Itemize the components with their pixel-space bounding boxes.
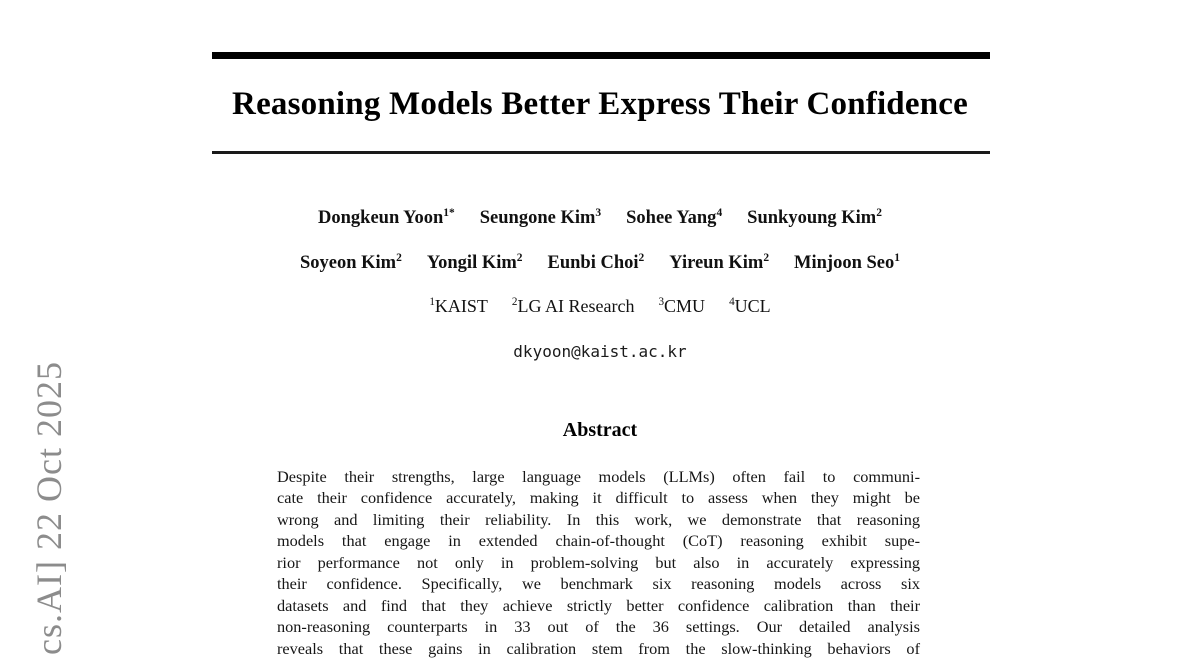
author-name: Seungone Kim xyxy=(479,208,596,228)
author xyxy=(669,253,769,274)
author-affil-sup: 2 xyxy=(516,251,523,264)
abstract-heading: Abstract xyxy=(562,419,638,441)
affiliation-name: CMU xyxy=(664,296,706,316)
abstract-body xyxy=(277,466,920,659)
affiliation xyxy=(658,296,705,317)
affiliations-row xyxy=(100,296,1100,317)
affiliation-sup: 1 xyxy=(429,296,435,308)
affiliation-name: LG AI Research xyxy=(517,296,635,316)
author-affil-sup: 2 xyxy=(396,251,402,264)
author xyxy=(548,253,645,274)
author xyxy=(747,208,882,229)
author-name: Eunbi Choi xyxy=(547,253,639,273)
author-affil-sup: 2 xyxy=(876,206,882,219)
abstract-line: their confidence. Specifically, we benchmark six reasoning models across six xyxy=(277,574,920,594)
author-name: Yongil Kim xyxy=(426,253,517,273)
affiliation-sup: 3 xyxy=(658,296,665,308)
author xyxy=(300,253,402,274)
arxiv-watermark: cs.AI] 22 Oct 2025 xyxy=(29,361,69,655)
author-name: Yireun Kim xyxy=(669,253,764,273)
abstract-line: non-reasoning counterparts in 33 out of the 36 settings. Our detailed analysis xyxy=(277,617,920,637)
author-affil-sup: 4 xyxy=(716,206,723,219)
author-name: Minjoon Seo xyxy=(794,253,895,273)
abstract-line: datasets and find that they achieve strictly better confidence calibration than their xyxy=(277,595,920,615)
affiliation xyxy=(429,296,488,317)
author xyxy=(318,208,455,229)
author xyxy=(427,253,523,274)
author-affil-sup: 1 xyxy=(894,251,900,264)
title-rule-bottom xyxy=(212,151,990,154)
authors-row-1 xyxy=(100,208,1100,229)
title-rule-top xyxy=(212,52,990,59)
abstract-line: Despite their strengths, large language models (LLMs) often fail to communi- xyxy=(277,467,920,486)
abstract-line: rior performance not only in problem-solving but also in accurately expressing xyxy=(277,552,920,572)
abstract-line: wrong and limiting their reliability. In this work, we demonstrate that reasoning xyxy=(277,509,920,529)
author-affil-sup: 1* xyxy=(443,206,455,219)
contact-email: dkyoon@kaist.ac.kr xyxy=(513,342,687,361)
author xyxy=(480,208,601,229)
author-name: Dongkeun Yoon xyxy=(318,208,444,228)
author-affil-sup: 2 xyxy=(638,251,645,264)
affiliation-name: KAIST xyxy=(434,296,488,316)
affiliation xyxy=(729,296,771,317)
affiliation-sup: 2 xyxy=(511,296,518,308)
author-name: Sunkyoung Kim xyxy=(747,208,877,228)
authors-row-2 xyxy=(100,253,1100,274)
author xyxy=(794,253,900,274)
affiliation xyxy=(512,296,635,317)
affiliation-name: UCL xyxy=(734,296,771,316)
author-affil-sup: 2 xyxy=(763,251,770,264)
abstract-line: reveals that these gains in calibration stem from the slow-thinking behaviors of xyxy=(277,638,920,658)
abstract-line: cate their confidence accurately, making it difficult to assess when they might be xyxy=(277,488,920,508)
affiliation-sup: 4 xyxy=(729,296,735,308)
author xyxy=(626,208,722,229)
author-name: Sohee Yang xyxy=(626,208,717,228)
author-name: Soyeon Kim xyxy=(299,253,397,273)
author-affil-sup: 3 xyxy=(595,206,602,219)
abstract-line: models that engage in extended chain-of-thought (CoT) reasoning exhibit supe- xyxy=(277,531,920,551)
paper-title: Reasoning Models Better Express Their Confidence xyxy=(232,86,968,122)
